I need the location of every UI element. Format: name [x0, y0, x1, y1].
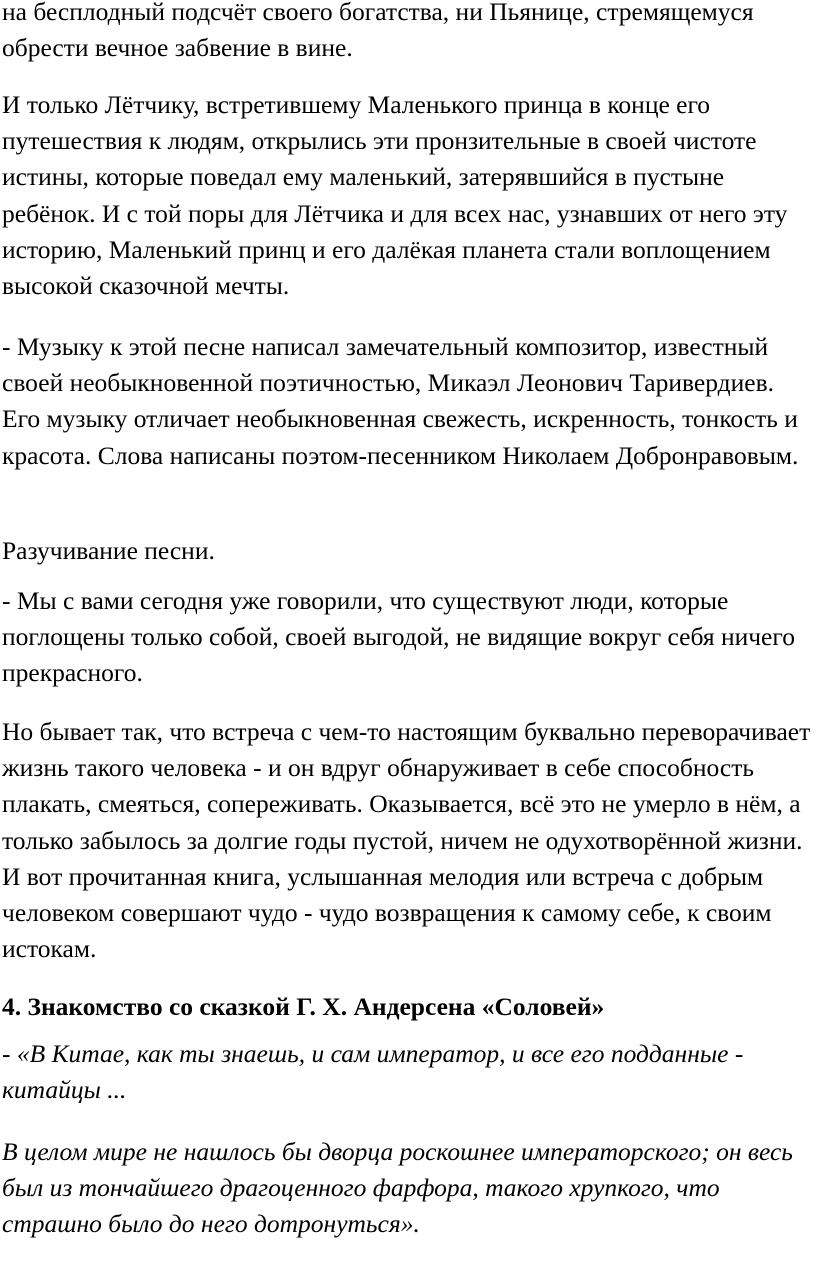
paragraph: И только Лётчику, встретившему Маленького принца в конце его путешествия к людям, открылись эти пронзительные в своей чистоте истины, которые поведал ему маленький, затерявшийся в пустыне ребёнок. И с той поры для Лётчика и для всех нас, узнавших от него эту историю, Маленький принц и его далёкая планета стали воплощением высокой сказочной мечты. — [2, 90, 788, 301]
paragraph: Но бывает так, что встреча с чем-то настоящим буквально переворачивает жизнь такого человека - и он вдруг обнаруживает в себе способность плакать, смеяться, сопереживать. Оказывается, всё это не умерло в нём, а только забылось за долгие годы пустой, ничем не одухотворённой жизни. И вот прочитанная книга, услышанная мелодия или встреча с добрым человеком совершают чудо - чудо возвращения к самому себе, к своим истокам. — [2, 717, 811, 964]
paragraph: Разучивание песни. — [2, 536, 215, 565]
paragraph: - Мы с вами сегодня уже говорили, что существуют люди, которые поглощены только собой, своей выгодой, не видящие вокруг себя ничего прекрасного. — [2, 586, 795, 688]
section-heading: 4. Знакомство со сказкой Г. Х. Андерсена «Соловей» — [2, 992, 605, 1021]
paragraph: на бесплодный подсчёт своего богатства, ни Пьянице, стремящемуся обрести вечное забвение в вине. — [2, 0, 754, 63]
paragraph: - Музыку к этой песне написал замечательный композитор, известный своей необыкновенной поэтичностью, Микаэл Леонович Таривердиев. Его музыку отличает необыкновенная свежесть, искренность, тонкость и красота. Слова написаны поэтом-песенником Николаем Добронравовым. — [2, 332, 799, 470]
quote-paragraph: - «В Китае, как ты знаешь, и сам император, и все его подданные - китайцы ... — [2, 1039, 744, 1105]
quote-paragraph: В целом мире не нашлось бы дворца роскошнее императорского; он весь был из тончайшего драгоценного фарфора, такого хрупкого, что страшно было до него дотронуться». — [2, 1137, 793, 1239]
